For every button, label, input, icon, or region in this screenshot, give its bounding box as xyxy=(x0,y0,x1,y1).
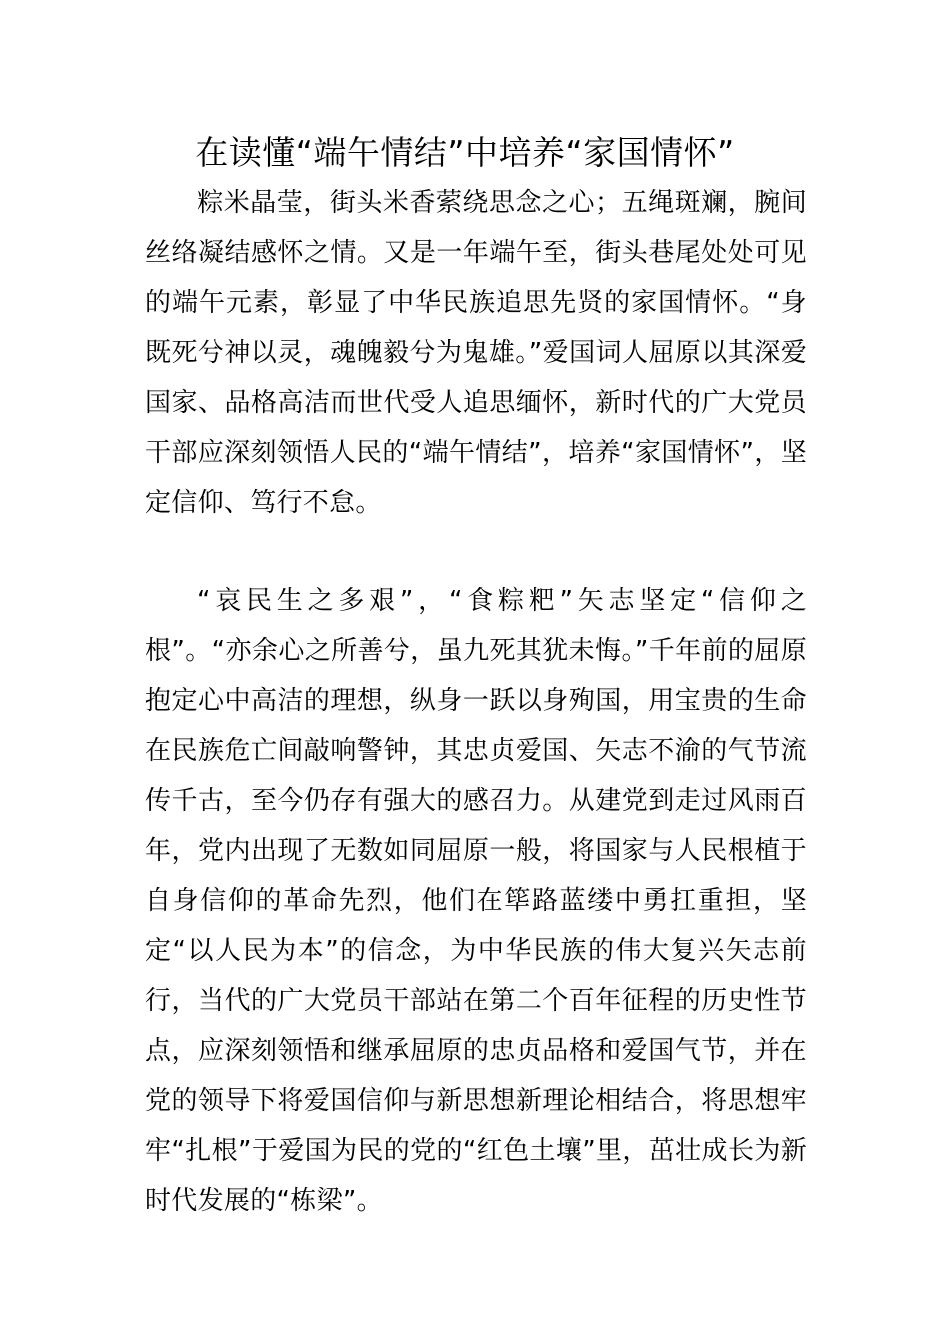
paragraph-2-text: “哀民生之多艰”，“食粽粑”矢志坚定“信仰之根”。“亦余心之所善兮，虽九死其犹未悔。”千年前的屈原抱定心中高洁的理想，纵身一跃以身殉国，用宝贵的生命在民族危亡间敲响警钟，其忠贞爱国、矢志不渝的气节流传千古，至今仍存有强大的感召力。从建党到走过风雨百年，党内出现了无数如同屈原一般，将国家与人民根植于自身信仰的革命先烈，他们在筚路蓝缕中勇扛重担，坚定“以人民为本”的信念，为中华民族的伟大复兴矢志前行，当代的广大党员干部站在第二个百年征程的历史性节点，应深刻领悟和继承屈原的忠贞品格和爱国气节，并在党的领导下将爱国信仰与新思想新理论相结合，将思想牢牢“扎根”于爱国为民的党的“红色土壤”里，茁壮成长为新时代发展的“栋梁”。 xyxy=(145,586,807,1216)
document-title: 在读懂“端午情结”中培养“家国情怀” xyxy=(195,133,735,172)
paragraph-1 xyxy=(145,178,807,528)
paragraph-1-text: 粽米晶莹，街头米香萦绕思念之心；五绳斑斓，腕间丝络凝结感怀之情。又是一年端午至，街头巷尾处处可见的端午元素，彰显了中华民族追思先贤的家国情怀。“身既死兮神以灵，魂魄毅兮为鬼雄。”爱国词人屈原以其深爱国家、品格高洁而世代受人追思缅怀，新时代的广大党员干部应深刻领悟人民的“端午情结”，培养“家国情怀”，坚定信仰、笃行不怠。 xyxy=(145,188,807,518)
paragraph-2 xyxy=(145,576,807,1226)
